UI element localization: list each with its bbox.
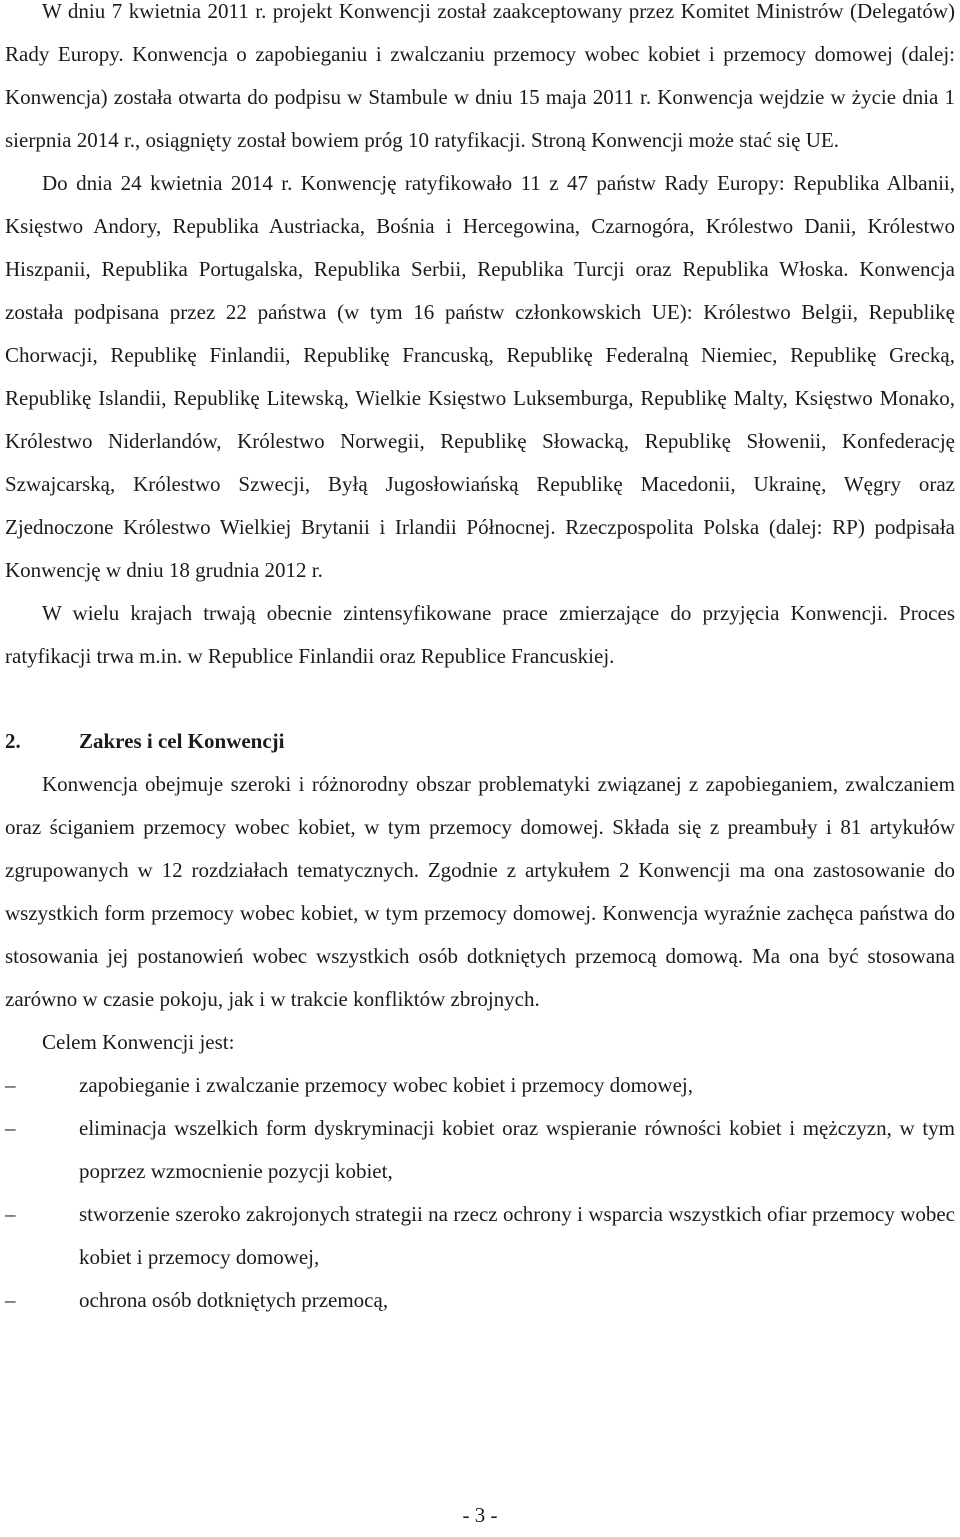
list-item — [5, 1193, 955, 1279]
dash-bullet: – — [5, 1116, 16, 1140]
dash-bullet: – — [5, 1288, 16, 1312]
section-number: 2. — [5, 729, 21, 753]
section-heading — [5, 720, 955, 763]
paragraph-scope: Konwencja obejmuje szeroki i różnorodny obszar problematyki związanej z zapobieganiem, zwalczaniem oraz ściganiem przemocy wobec kobiet, w tym przemocy domowej. Składa się z preambuły i 81 artykułów zgrupowanych w 12 rozdziałach tematycznych. Zgodnie z artykułem 2 Konwencji ma ona zastosowanie do wszystkich form przemocy wobec kobiet, w tym przemocy domowej. Konwencja wyraźnie zachęca państwa do stosowania jej postanowień wobec wszystkich osób dotkniętych przemocą domową. Ma ona być stosowana zarówno w czasie pokoju, jak i w trakcie konfliktów zbrojnych. — [5, 772, 955, 1011]
paragraph-convention-history: W dniu 7 kwietnia 2011 r. projekt Konwencji został zaakceptowany przez Komitet Ministrów (Delegatów) Rady Europy. Konwencja o zapobieganiu i zwalczaniu przemocy wobec kobiet i przemocy domowej (dalej: Konwencja) została otwarta do podpisu w Stambule w dniu 15 maja 2011 r. Konwencja wejdzie w życie dnia 1 sierpnia 2014 r., osiągnięty został bowiem próg 10 ratyfikacji. Stroną Konwencji może stać się UE. — [5, 0, 955, 152]
section-title: Zakres i cel Konwencji — [79, 729, 285, 753]
paragraph-ratification-process: W wielu krajach trwają obecnie zintensyfikowane prace zmierzające do przyjęcia Konwencji. Proces ratyfikacji trwa m.in. w Republice Finlandii oraz Republice Francuskiej. — [5, 601, 955, 668]
goal-text: ochrona osób dotkniętych przemocą, — [79, 1288, 389, 1312]
goals-intro: Celem Konwencji jest: — [42, 1030, 235, 1054]
goals-list — [5, 1064, 955, 1322]
dash-bullet: – — [5, 1073, 16, 1097]
goal-text: eliminacja wszelkich form dyskryminacji kobiet oraz wspieranie równości kobiet i mężczyzn, w tym poprzez wzmocnienie pozycji kobiet, — [79, 1116, 955, 1183]
dash-bullet: – — [5, 1202, 16, 1226]
page-number: - 3 - — [462, 1503, 498, 1527]
paragraph-ratifications: Do dnia 24 kwietnia 2014 r. Konwencję ratyfikowało 11 z 47 państw Rady Europy: Republika Albanii, Księstwo Andory, Republika Austriacka, Bośnia i Hercegowina, Czarnogóra, Królestwo Danii, Królestwo Hiszpanii, Republika Portugalska, Republika Serbii, Republika Turcji oraz Republika Włoska. Konwencja została podpisana przez 22 państwa (w tym 16 państw członkowskich UE): Królestwo Belgii, Republikę Chorwacji, Republikę Finlandii, Republikę Francuską, Republikę Federalną Niemiec, Republikę Grecką, Republikę Islandii, Republikę Litewską, Wielkie Księstwo Luksemburga, Republikę Malty, Księstwo Monako, Królestwo Niderlandów, Królestwo Norwegii, Republikę Słowacką, Republikę Słowenii, Konfederację Szwajcarską, Królestwo Szwecji, Byłą Jugosłowiańską Republikę Macedonii, Ukrainę, Węgry oraz Zjednoczone Królestwo Wielkiej Brytanii i Irlandii Północnej. Rzeczpospolita Polska (dalej: RP) podpisała Konwencję w dniu 18 grudnia 2012 r. — [5, 171, 955, 582]
goal-text: stworzenie szeroko zakrojonych strategii na rzecz ochrony i wsparcia wszystkich ofiar przemocy wobec kobiet i przemocy domowej, — [79, 1202, 955, 1269]
list-item — [5, 1064, 955, 1107]
list-item — [5, 1279, 955, 1322]
goal-text: zapobieganie i zwalczanie przemocy wobec kobiet i przemocy domowej, — [79, 1073, 693, 1097]
list-item — [5, 1107, 955, 1193]
